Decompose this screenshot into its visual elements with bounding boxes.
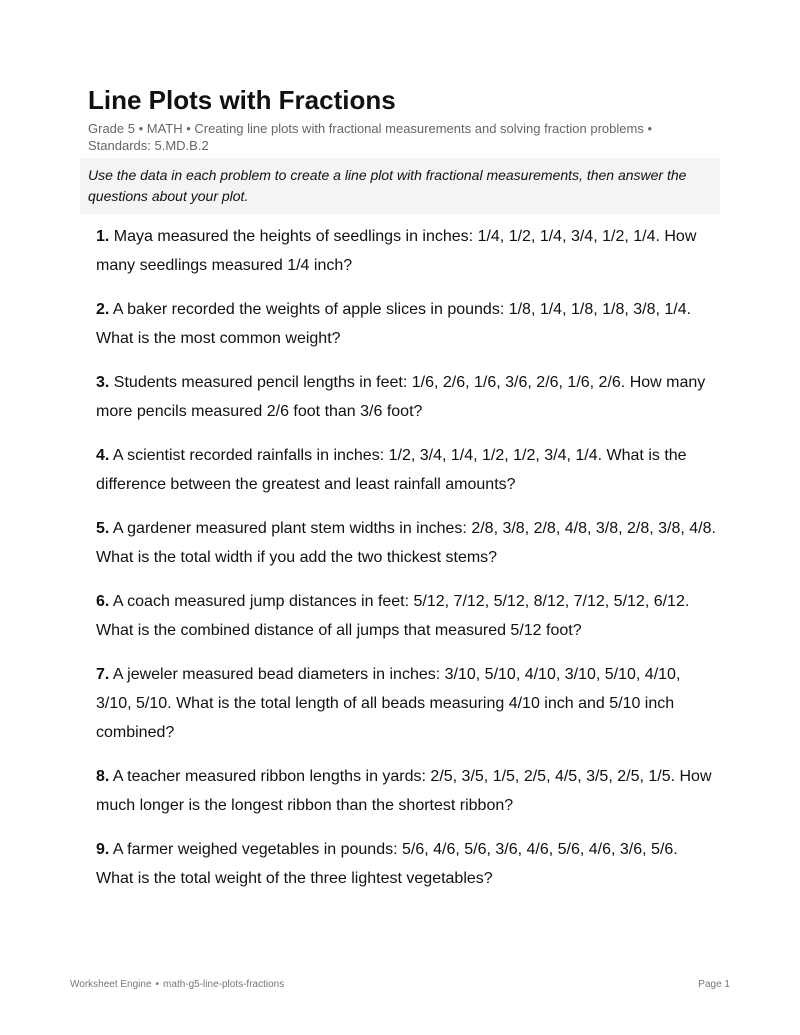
problem-item (96, 441, 716, 499)
problem-text: A baker recorded the weights of apple slices in pounds: 1/8, 1/4, 1/8, 1/8, 3/8, 1/4. What is the most common weight? (96, 301, 692, 347)
footer-separator: • (155, 979, 160, 990)
problem-item (96, 762, 716, 820)
worksheet-title: Line Plots with Fractions (88, 85, 396, 115)
problem-text: Maya measured the heights of seedlings in inches: 1/4, 1/2, 1/4, 3/4, 1/2, 1/4. How many seedlings measured 1/4 inch? (96, 228, 697, 274)
problem-item (96, 295, 716, 353)
problem-text: A teacher measured ribbon lengths in yards: 2/5, 3/5, 1/5, 2/5, 4/5, 3/5, 2/5, 1/5. How much longer is the longest ribbon than the shortest ribbon? (96, 768, 712, 814)
problem-number: 6. (96, 593, 110, 610)
problem-text: Students measured pencil lengths in feet: 1/6, 2/6, 1/6, 3/6, 2/6, 1/6, 2/6. How many more pencils measured 2/6 foot than 3/6 foot? (96, 374, 706, 420)
problem-text: A jeweler measured bead diameters in inches: 3/10, 5/10, 4/10, 3/10, 5/10, 4/10, 3/10, 5/10. What is the total length of all beads measuring 4/10 inch and 5/10 inch combined? (96, 666, 681, 741)
worksheet-subtitle: Grade 5 • MATH • Creating line plots with fractional measurements and solving fraction problems • Standards: 5.MD.B.2 (88, 121, 652, 153)
problem-text: A gardener measured plant stem widths in inches: 2/8, 3/8, 2/8, 4/8, 3/8, 2/8, 3/8, 4/8. What is the total width if you add the two thickest stems? (96, 520, 716, 566)
problem-item (96, 368, 716, 426)
problem-item (96, 587, 716, 645)
footer-slug: math-g5-line-plots-fractions (163, 979, 285, 990)
problem-text: A farmer weighed vegetables in pounds: 5/6, 4/6, 5/6, 3/6, 4/6, 5/6, 4/6, 3/6, 5/6. What is the total weight of the three lightest vegetables? (96, 841, 678, 887)
instructions-box: Use the data in each problem to create a line plot with fractional measurements, then answer the questions about your plot. (80, 158, 720, 214)
problem-number: 8. (96, 768, 110, 785)
page-number: Page 1 (698, 979, 730, 990)
problem-item (96, 514, 716, 572)
problem-number: 1. (96, 228, 110, 245)
footer-engine: Worksheet Engine (70, 979, 152, 990)
problem-item (96, 660, 716, 747)
problem-item (96, 222, 716, 280)
footer-source (70, 978, 284, 992)
problem-number: 4. (96, 447, 110, 464)
problem-item (96, 835, 716, 893)
problem-number: 5. (96, 520, 110, 537)
problem-text: A coach measured jump distances in feet: 5/12, 7/12, 5/12, 8/12, 7/12, 5/12, 6/12. What is the combined distance of all jumps that measured 5/12 foot? (96, 593, 690, 639)
problem-number: 7. (96, 666, 110, 683)
problem-list (96, 222, 716, 908)
problem-number: 9. (96, 841, 110, 858)
problem-text: A scientist recorded rainfalls in inches: 1/2, 3/4, 1/4, 1/2, 1/2, 3/4, 1/4. What is the difference between the greatest and least rainfall amounts? (96, 447, 687, 493)
problem-number: 2. (96, 301, 110, 318)
problem-number: 3. (96, 374, 110, 391)
